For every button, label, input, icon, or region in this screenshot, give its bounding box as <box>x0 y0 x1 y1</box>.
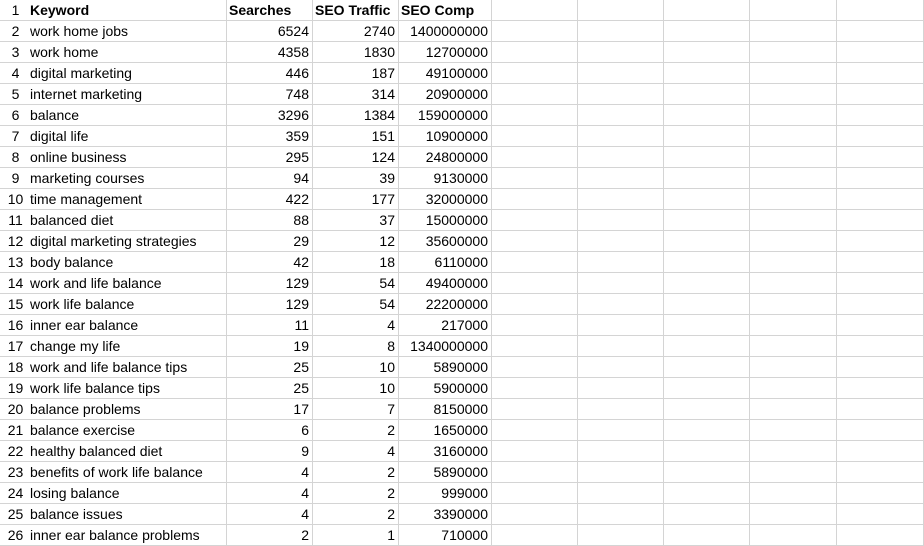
seo-traffic-cell[interactable]: 54 <box>313 273 399 294</box>
empty-cell[interactable] <box>578 357 664 378</box>
seo-comp-cell[interactable]: 6110000 <box>399 252 492 273</box>
empty-cell[interactable] <box>578 399 664 420</box>
empty-cell[interactable] <box>492 42 578 63</box>
header-searches[interactable]: Searches <box>227 0 313 21</box>
row-number[interactable]: 21 <box>0 420 28 441</box>
empty-cell[interactable] <box>578 336 664 357</box>
table-row <box>0 420 924 441</box>
empty-cell[interactable] <box>578 84 664 105</box>
seo-comp-cell[interactable]: 49100000 <box>399 63 492 84</box>
empty-cell[interactable] <box>578 210 664 231</box>
header-seo-traffic[interactable]: SEO Traffic <box>313 0 399 21</box>
table-row <box>0 231 924 252</box>
keyword-cell[interactable]: balance <box>28 105 227 126</box>
keyword-cell[interactable]: work life balance tips <box>28 378 227 399</box>
keyword-cell[interactable]: work home jobs <box>28 21 227 42</box>
empty-cell[interactable] <box>492 336 578 357</box>
empty-cell[interactable] <box>492 63 578 84</box>
searches-cell[interactable]: 88 <box>227 210 313 231</box>
empty-cell[interactable] <box>750 378 837 399</box>
searches-cell[interactable]: 25 <box>227 357 313 378</box>
empty-cell[interactable] <box>578 0 664 21</box>
row-number[interactable]: 2 <box>0 21 28 42</box>
empty-cell[interactable] <box>750 231 837 252</box>
table-row <box>0 504 924 525</box>
seo-traffic-cell[interactable]: 2740 <box>313 21 399 42</box>
keyword-cell[interactable]: balance problems <box>28 399 227 420</box>
row-number[interactable]: 5 <box>0 84 28 105</box>
row-number[interactable]: 25 <box>0 504 28 525</box>
seo-comp-cell[interactable]: 15000000 <box>399 210 492 231</box>
seo-comp-cell[interactable]: 8150000 <box>399 399 492 420</box>
header-row <box>0 0 924 21</box>
searches-cell[interactable]: 3296 <box>227 105 313 126</box>
empty-cell[interactable] <box>664 462 750 483</box>
seo-traffic-cell[interactable]: 7 <box>313 399 399 420</box>
empty-cell[interactable] <box>492 252 578 273</box>
searches-cell[interactable]: 422 <box>227 189 313 210</box>
empty-cell[interactable] <box>750 462 837 483</box>
row-number[interactable]: 15 <box>0 294 28 315</box>
empty-cell[interactable] <box>492 525 578 546</box>
empty-cell[interactable] <box>837 126 924 147</box>
seo-traffic-cell[interactable]: 8 <box>313 336 399 357</box>
seo-comp-cell[interactable]: 217000 <box>399 315 492 336</box>
empty-cell[interactable] <box>750 399 837 420</box>
seo-traffic-cell[interactable]: 1830 <box>313 42 399 63</box>
empty-cell[interactable] <box>664 252 750 273</box>
seo-traffic-cell[interactable]: 2 <box>313 483 399 504</box>
empty-cell[interactable] <box>578 504 664 525</box>
seo-traffic-cell[interactable]: 177 <box>313 189 399 210</box>
empty-cell[interactable] <box>664 504 750 525</box>
empty-cell[interactable] <box>492 84 578 105</box>
empty-cell[interactable] <box>578 147 664 168</box>
seo-traffic-cell[interactable]: 187 <box>313 63 399 84</box>
empty-cell[interactable] <box>664 378 750 399</box>
row-number[interactable]: 22 <box>0 441 28 462</box>
empty-cell[interactable] <box>578 168 664 189</box>
searches-cell[interactable]: 9 <box>227 441 313 462</box>
empty-cell[interactable] <box>750 336 837 357</box>
searches-cell[interactable]: 6 <box>227 420 313 441</box>
empty-cell[interactable] <box>837 378 924 399</box>
row-number[interactable]: 3 <box>0 42 28 63</box>
seo-traffic-cell[interactable]: 2 <box>313 504 399 525</box>
searches-cell[interactable]: 359 <box>227 126 313 147</box>
seo-comp-cell[interactable]: 3160000 <box>399 441 492 462</box>
table-row <box>0 525 924 546</box>
row-number[interactable]: 13 <box>0 252 28 273</box>
empty-cell[interactable] <box>837 420 924 441</box>
searches-cell[interactable]: 29 <box>227 231 313 252</box>
searches-cell[interactable]: 2 <box>227 525 313 546</box>
row-number[interactable]: 1 <box>0 0 28 21</box>
row-number[interactable]: 11 <box>0 210 28 231</box>
row-number[interactable]: 23 <box>0 462 28 483</box>
seo-comp-cell[interactable]: 1650000 <box>399 420 492 441</box>
searches-cell[interactable]: 17 <box>227 399 313 420</box>
row-number[interactable]: 12 <box>0 231 28 252</box>
seo-comp-cell[interactable]: 10900000 <box>399 126 492 147</box>
empty-cell[interactable] <box>578 462 664 483</box>
seo-comp-cell[interactable]: 12700000 <box>399 42 492 63</box>
empty-cell[interactable] <box>837 315 924 336</box>
seo-comp-cell[interactable]: 35600000 <box>399 231 492 252</box>
seo-traffic-cell[interactable]: 1384 <box>313 105 399 126</box>
empty-cell[interactable] <box>750 420 837 441</box>
keyword-cell[interactable]: benefits of work life balance <box>28 462 227 483</box>
empty-cell[interactable] <box>664 168 750 189</box>
empty-cell[interactable] <box>578 252 664 273</box>
row-number[interactable]: 17 <box>0 336 28 357</box>
empty-cell[interactable] <box>492 273 578 294</box>
keyword-cell[interactable]: digital life <box>28 126 227 147</box>
empty-cell[interactable] <box>492 357 578 378</box>
empty-cell[interactable] <box>750 294 837 315</box>
table-row <box>0 21 924 42</box>
empty-cell[interactable] <box>837 294 924 315</box>
empty-cell[interactable] <box>578 294 664 315</box>
empty-cell[interactable] <box>578 273 664 294</box>
seo-traffic-cell[interactable]: 12 <box>313 231 399 252</box>
empty-cell[interactable] <box>578 483 664 504</box>
empty-cell[interactable] <box>837 0 924 21</box>
empty-cell[interactable] <box>837 168 924 189</box>
empty-cell[interactable] <box>664 210 750 231</box>
empty-cell[interactable] <box>750 21 837 42</box>
empty-cell[interactable] <box>750 357 837 378</box>
empty-cell[interactable] <box>578 315 664 336</box>
empty-cell[interactable] <box>750 168 837 189</box>
empty-cell[interactable] <box>492 483 578 504</box>
empty-cell[interactable] <box>750 0 837 21</box>
empty-cell[interactable] <box>492 315 578 336</box>
keyword-cell[interactable]: digital marketing strategies <box>28 231 227 252</box>
table-row <box>0 84 924 105</box>
empty-cell[interactable] <box>492 168 578 189</box>
keyword-cell[interactable]: work and life balance tips <box>28 357 227 378</box>
empty-cell[interactable] <box>664 189 750 210</box>
empty-cell[interactable] <box>578 420 664 441</box>
empty-cell[interactable] <box>837 84 924 105</box>
row-number[interactable]: 7 <box>0 126 28 147</box>
empty-cell[interactable] <box>664 21 750 42</box>
table-row <box>0 399 924 420</box>
searches-cell[interactable]: 25 <box>227 378 313 399</box>
empty-cell[interactable] <box>492 420 578 441</box>
empty-cell[interactable] <box>750 441 837 462</box>
empty-cell[interactable] <box>750 42 837 63</box>
seo-comp-cell[interactable]: 5890000 <box>399 357 492 378</box>
table-row <box>0 378 924 399</box>
row-number[interactable]: 16 <box>0 315 28 336</box>
keyword-cell[interactable]: body balance <box>28 252 227 273</box>
keyword-cell[interactable]: digital marketing <box>28 63 227 84</box>
empty-cell[interactable] <box>837 252 924 273</box>
empty-cell[interactable] <box>750 84 837 105</box>
keyword-cell[interactable]: change my life <box>28 336 227 357</box>
empty-cell[interactable] <box>664 126 750 147</box>
keyword-cell[interactable]: work and life balance <box>28 273 227 294</box>
seo-traffic-cell[interactable]: 37 <box>313 210 399 231</box>
seo-comp-cell[interactable]: 22200000 <box>399 294 492 315</box>
empty-cell[interactable] <box>837 357 924 378</box>
seo-comp-cell[interactable]: 20900000 <box>399 84 492 105</box>
empty-cell[interactable] <box>837 525 924 546</box>
empty-cell[interactable] <box>492 126 578 147</box>
keyword-cell[interactable]: marketing courses <box>28 168 227 189</box>
empty-cell[interactable] <box>492 210 578 231</box>
keyword-cell[interactable]: losing balance <box>28 483 227 504</box>
empty-cell[interactable] <box>750 63 837 84</box>
seo-comp-cell[interactable]: 24800000 <box>399 147 492 168</box>
keyword-cell[interactable]: internet marketing <box>28 84 227 105</box>
empty-cell[interactable] <box>750 273 837 294</box>
seo-comp-cell[interactable]: 999000 <box>399 483 492 504</box>
seo-traffic-cell[interactable]: 18 <box>313 252 399 273</box>
empty-cell[interactable] <box>837 231 924 252</box>
empty-cell[interactable] <box>750 315 837 336</box>
empty-cell[interactable] <box>578 126 664 147</box>
table-row <box>0 189 924 210</box>
empty-cell[interactable] <box>837 399 924 420</box>
empty-cell[interactable] <box>578 21 664 42</box>
seo-traffic-cell[interactable]: 124 <box>313 147 399 168</box>
empty-cell[interactable] <box>492 21 578 42</box>
table-row <box>0 63 924 84</box>
empty-cell[interactable] <box>750 483 837 504</box>
empty-cell[interactable] <box>492 0 578 21</box>
empty-cell[interactable] <box>664 63 750 84</box>
empty-cell[interactable] <box>750 525 837 546</box>
seo-comp-cell[interactable]: 32000000 <box>399 189 492 210</box>
empty-cell[interactable] <box>750 105 837 126</box>
row-number[interactable]: 14 <box>0 273 28 294</box>
seo-traffic-cell[interactable]: 4 <box>313 441 399 462</box>
table-row <box>0 441 924 462</box>
empty-cell[interactable] <box>837 147 924 168</box>
empty-cell[interactable] <box>578 441 664 462</box>
table-row <box>0 147 924 168</box>
empty-cell[interactable] <box>750 126 837 147</box>
seo-traffic-cell[interactable]: 1 <box>313 525 399 546</box>
seo-comp-cell[interactable]: 9130000 <box>399 168 492 189</box>
empty-cell[interactable] <box>578 63 664 84</box>
empty-cell[interactable] <box>492 294 578 315</box>
empty-cell[interactable] <box>837 63 924 84</box>
empty-cell[interactable] <box>492 504 578 525</box>
searches-cell[interactable]: 42 <box>227 252 313 273</box>
empty-cell[interactable] <box>664 483 750 504</box>
seo-comp-cell[interactable]: 49400000 <box>399 273 492 294</box>
table-row <box>0 483 924 504</box>
keyword-cell[interactable]: online business <box>28 147 227 168</box>
empty-cell[interactable] <box>837 189 924 210</box>
table-row <box>0 252 924 273</box>
searches-cell[interactable]: 295 <box>227 147 313 168</box>
table-row <box>0 315 924 336</box>
empty-cell[interactable] <box>664 525 750 546</box>
row-number[interactable]: 8 <box>0 147 28 168</box>
empty-cell[interactable] <box>664 441 750 462</box>
empty-cell[interactable] <box>664 84 750 105</box>
empty-cell[interactable] <box>492 231 578 252</box>
empty-cell[interactable] <box>578 378 664 399</box>
empty-cell[interactable] <box>837 483 924 504</box>
table-row <box>0 357 924 378</box>
row-number[interactable]: 18 <box>0 357 28 378</box>
row-number[interactable]: 24 <box>0 483 28 504</box>
keyword-cell[interactable]: work life balance <box>28 294 227 315</box>
empty-cell[interactable] <box>750 147 837 168</box>
empty-cell[interactable] <box>837 105 924 126</box>
keyword-cell[interactable]: balanced diet <box>28 210 227 231</box>
empty-cell[interactable] <box>664 0 750 21</box>
empty-cell[interactable] <box>664 294 750 315</box>
empty-cell[interactable] <box>492 147 578 168</box>
empty-cell[interactable] <box>664 336 750 357</box>
seo-comp-cell[interactable]: 1400000000 <box>399 21 492 42</box>
table-row <box>0 294 924 315</box>
table-row <box>0 168 924 189</box>
seo-comp-cell[interactable]: 710000 <box>399 525 492 546</box>
row-number[interactable]: 6 <box>0 105 28 126</box>
keyword-cell[interactable]: inner ear balance problems <box>28 525 227 546</box>
table-row <box>0 210 924 231</box>
seo-comp-cell[interactable]: 1340000000 <box>399 336 492 357</box>
empty-cell[interactable] <box>664 399 750 420</box>
empty-cell[interactable] <box>750 252 837 273</box>
seo-traffic-cell[interactable]: 2 <box>313 462 399 483</box>
searches-cell[interactable]: 4 <box>227 483 313 504</box>
searches-cell[interactable]: 6524 <box>227 21 313 42</box>
empty-cell[interactable] <box>578 231 664 252</box>
header-keyword[interactable]: Keyword <box>28 0 227 21</box>
table-row <box>0 105 924 126</box>
seo-traffic-cell[interactable]: 4 <box>313 315 399 336</box>
keyword-cell[interactable]: balance exercise <box>28 420 227 441</box>
empty-cell[interactable] <box>578 42 664 63</box>
searches-cell[interactable]: 129 <box>227 273 313 294</box>
empty-cell[interactable] <box>664 315 750 336</box>
seo-traffic-cell[interactable]: 151 <box>313 126 399 147</box>
keyword-cell[interactable]: healthy balanced diet <box>28 441 227 462</box>
searches-cell[interactable]: 4 <box>227 504 313 525</box>
empty-cell[interactable] <box>664 420 750 441</box>
empty-cell[interactable] <box>837 441 924 462</box>
seo-traffic-cell[interactable]: 10 <box>313 378 399 399</box>
empty-cell[interactable] <box>578 525 664 546</box>
empty-cell[interactable] <box>578 189 664 210</box>
empty-cell[interactable] <box>837 504 924 525</box>
empty-cell[interactable] <box>492 105 578 126</box>
empty-cell[interactable] <box>664 231 750 252</box>
empty-cell[interactable] <box>492 399 578 420</box>
seo-comp-cell[interactable]: 5900000 <box>399 378 492 399</box>
empty-cell[interactable] <box>578 105 664 126</box>
searches-cell[interactable]: 129 <box>227 294 313 315</box>
empty-cell[interactable] <box>664 147 750 168</box>
table-row <box>0 42 924 63</box>
row-number[interactable]: 26 <box>0 525 28 546</box>
searches-cell[interactable]: 748 <box>227 84 313 105</box>
row-number[interactable]: 20 <box>0 399 28 420</box>
seo-traffic-cell[interactable]: 54 <box>313 294 399 315</box>
empty-cell[interactable] <box>664 273 750 294</box>
searches-cell[interactable]: 4 <box>227 462 313 483</box>
row-number[interactable]: 10 <box>0 189 28 210</box>
empty-cell[interactable] <box>837 21 924 42</box>
seo-traffic-cell[interactable]: 39 <box>313 168 399 189</box>
table-row <box>0 273 924 294</box>
empty-cell[interactable] <box>837 273 924 294</box>
searches-cell[interactable]: 11 <box>227 315 313 336</box>
empty-cell[interactable] <box>837 336 924 357</box>
empty-cell[interactable] <box>664 357 750 378</box>
seo-comp-cell[interactable]: 5890000 <box>399 462 492 483</box>
table-row <box>0 336 924 357</box>
searches-cell[interactable]: 446 <box>227 63 313 84</box>
header-seo-comp[interactable]: SEO Comp <box>399 0 492 21</box>
searches-cell[interactable]: 4358 <box>227 42 313 63</box>
table-row <box>0 462 924 483</box>
keyword-cell[interactable]: time management <box>28 189 227 210</box>
empty-cell[interactable] <box>750 189 837 210</box>
empty-cell[interactable] <box>492 462 578 483</box>
table-row <box>0 126 924 147</box>
empty-cell[interactable] <box>664 42 750 63</box>
empty-cell[interactable] <box>750 504 837 525</box>
empty-cell[interactable] <box>837 42 924 63</box>
row-number[interactable]: 4 <box>0 63 28 84</box>
keyword-cell[interactable]: inner ear balance <box>28 315 227 336</box>
empty-cell[interactable] <box>492 189 578 210</box>
row-number[interactable]: 9 <box>0 168 28 189</box>
empty-cell[interactable] <box>837 210 924 231</box>
searches-cell[interactable]: 19 <box>227 336 313 357</box>
keyword-cell[interactable]: work home <box>28 42 227 63</box>
empty-cell[interactable] <box>492 378 578 399</box>
keyword-cell[interactable]: balance issues <box>28 504 227 525</box>
seo-comp-cell[interactable]: 3390000 <box>399 504 492 525</box>
empty-cell[interactable] <box>750 210 837 231</box>
seo-traffic-cell[interactable]: 10 <box>313 357 399 378</box>
empty-cell[interactable] <box>492 441 578 462</box>
seo-traffic-cell[interactable]: 2 <box>313 420 399 441</box>
empty-cell[interactable] <box>837 462 924 483</box>
row-number[interactable]: 19 <box>0 378 28 399</box>
empty-cell[interactable] <box>664 105 750 126</box>
seo-comp-cell[interactable]: 159000000 <box>399 105 492 126</box>
seo-traffic-cell[interactable]: 314 <box>313 84 399 105</box>
searches-cell[interactable]: 94 <box>227 168 313 189</box>
